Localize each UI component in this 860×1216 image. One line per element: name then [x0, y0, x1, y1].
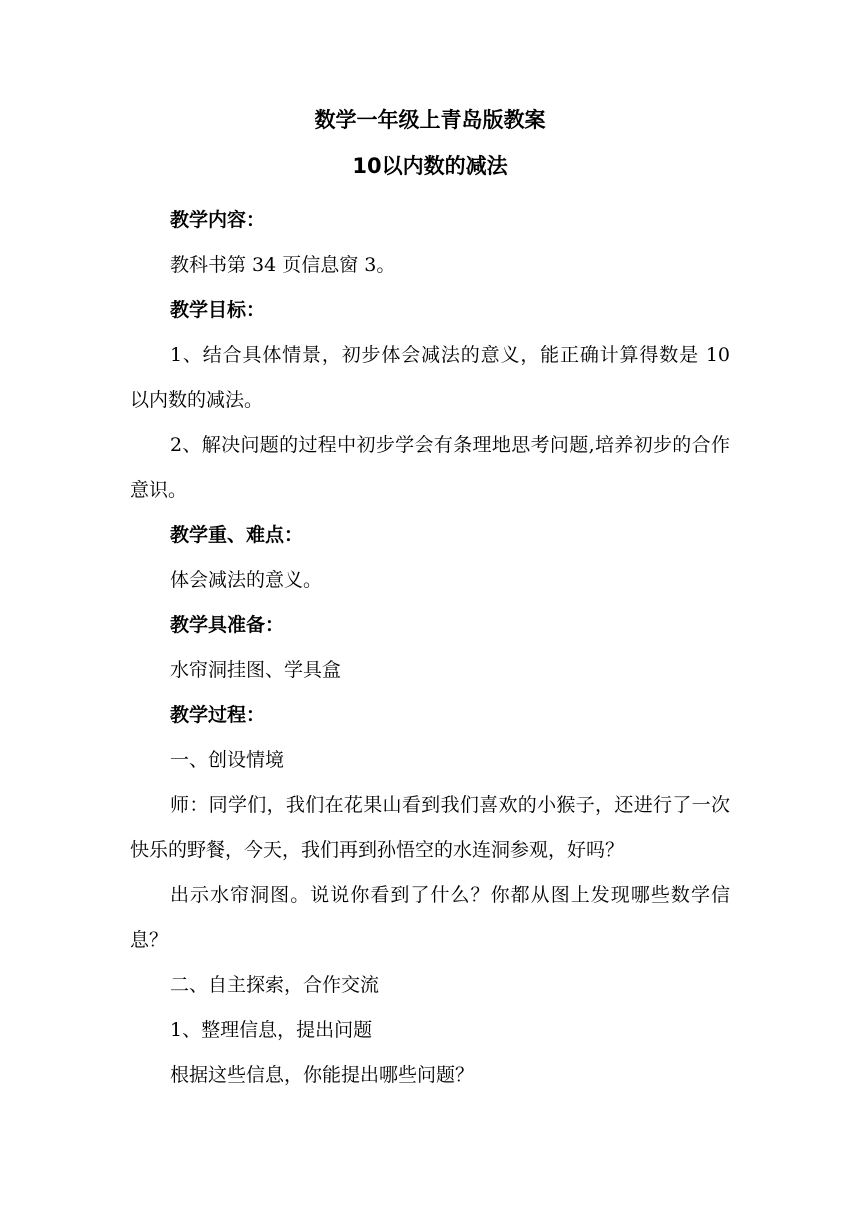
document-body	[130, 198, 730, 1098]
paragraph: 体会减法的意义。	[170, 569, 323, 591]
document-subtitle: 10以内数的减法	[352, 154, 508, 178]
document-title: 数学一年级上青岛版教案	[314, 108, 546, 132]
paragraph: 1、整理信息，提出问题	[170, 1019, 373, 1041]
paragraph: 2、解决问题的过程中初步学会有条理地思考问题,培养初步的合作意识。	[130, 434, 730, 501]
heading-teaching-goals: 教学目标：	[170, 299, 266, 321]
paragraph: 水帘洞挂图、学具盒	[170, 659, 342, 681]
heading-key-difficult-points: 教学重、难点：	[170, 524, 304, 546]
paragraph: 二、自主探索，合作交流	[170, 974, 380, 996]
paragraph: 出示水帘洞图。说说你看到了什么？你都从图上发现哪些数学信息？	[130, 884, 730, 951]
heading-teaching-content: 教学内容：	[170, 209, 266, 231]
heading-teaching-process: 教学过程：	[170, 704, 266, 726]
paragraph: 教科书第 34 页信息窗 3。	[170, 254, 396, 276]
paragraph: 根据这些信息，你能提出哪些问题？	[170, 1064, 475, 1086]
paragraph: 师：同学们，我们在花果山看到我们喜欢的小猴子，还进行了一次快乐的野餐，今天，我们再到孙悟空的水连洞参观，好吗？	[130, 794, 730, 861]
paragraph: 1、结合具体情景，初步体会减法的意义，能正确计算得数是 10 以内数的减法。	[130, 344, 730, 411]
heading-teaching-aids: 教学具准备：	[170, 614, 285, 636]
paragraph: 一、创设情境	[170, 749, 285, 771]
